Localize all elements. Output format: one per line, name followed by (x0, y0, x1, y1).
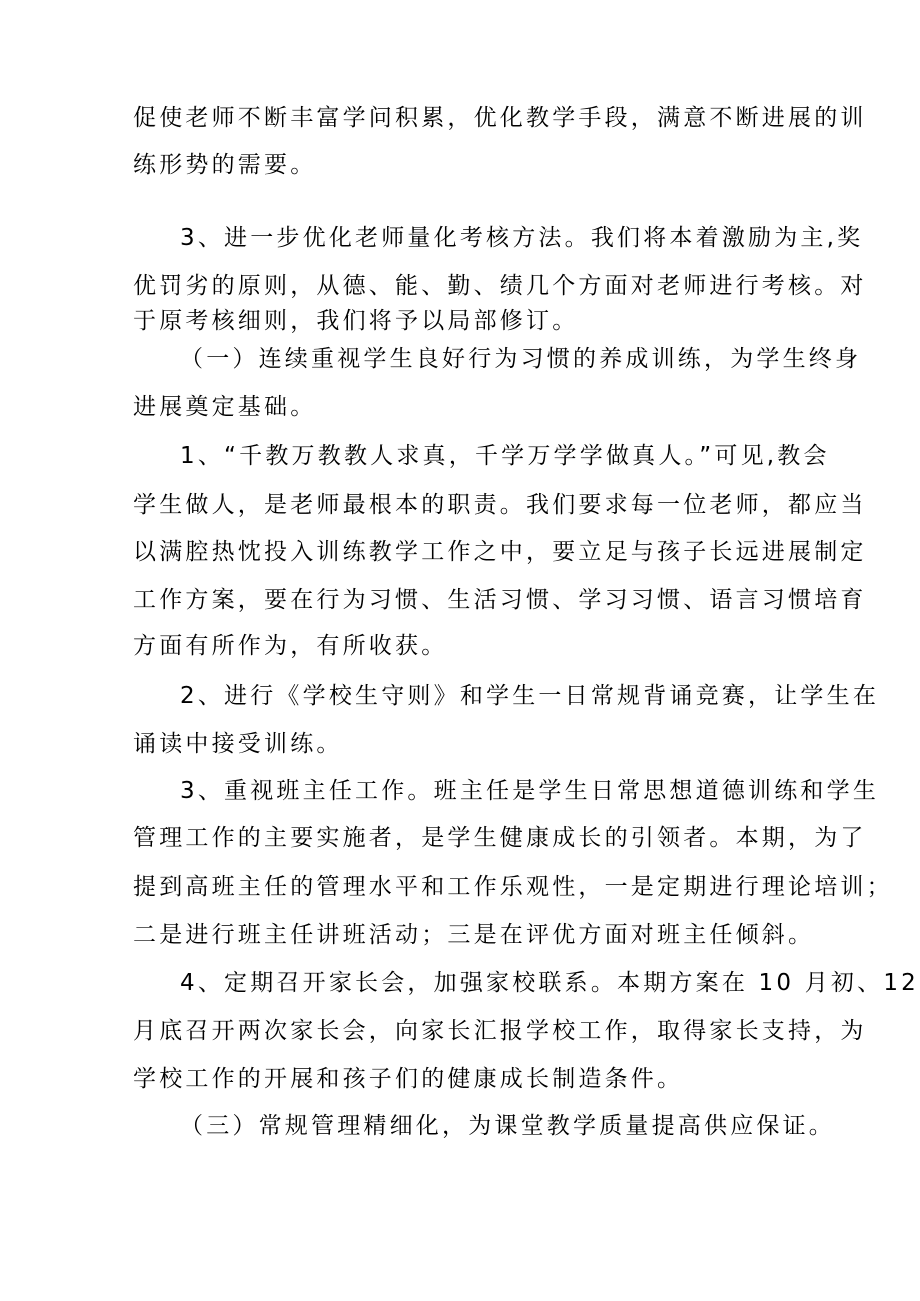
text-line: 二是进行班主任讲班活动；三是在评优方面对班主任倾斜。 (133, 922, 815, 948)
text-line: 以满腔热忱投入训练教学工作之中，要立足与孩子长远进展制定 (133, 539, 867, 565)
text-line: 管理工作的主要实施者，是学生健康成长的引领者。本期，为了 (133, 825, 867, 851)
text-line: 3、进一步优化老师量化考核方法。我们将本着激励为主,奖 (180, 225, 864, 251)
text-line: 方面有所作为，有所收获。 (133, 633, 448, 659)
text-line: 学校工作的开展和孩子们的健康成长制造条件。 (133, 1066, 684, 1092)
text-line: 学生做人，是老师最根本的职责。我们要求每一位老师，都应当 (133, 492, 867, 518)
section-heading: （三）常规管理精细化，为课堂教学质量提高供应保证。 (180, 1113, 835, 1139)
text-line: 月底召开两次家长会，向家长汇报学校工作，取得家长支持，为 (133, 1018, 867, 1044)
text-line: 工作方案，要在行为习惯、生活习惯、学习习惯、语言习惯培育 (133, 587, 867, 613)
text-line: 4、定期召开家长会，加强家校联系。本期方案在 10 月初、12 (180, 970, 919, 996)
text-line: 1、“千教万教教人求真，千学万学学做真人。”可见,教会 (180, 443, 830, 469)
text-line: 练形势的需要。 (133, 152, 317, 178)
text-line: 优罚劣的原则，从德、能、勤、绩几个方面对老师进行考核。对 (133, 273, 867, 299)
section-heading: 进展奠定基础。 (133, 394, 317, 420)
text-line: 于原考核细则，我们将予以局部修订。 (133, 308, 579, 334)
text-line: 3、重视班主任工作。班主任是学生日常思想道德训练和学生 (180, 778, 880, 804)
text-line: 2、进行《学校生守则》和学生一日常规背诵竞赛，让学生在 (180, 683, 880, 709)
text-line: 诵读中接受训练。 (133, 731, 343, 757)
text-line: 提到高班主任的管理水平和工作乐观性，一是定期进行理论培训； (133, 874, 893, 900)
section-heading: （一）连续重视学生良好行为习惯的养成训练，为学生终身 (180, 346, 862, 372)
text-line: 促使老师不断丰富学问积累，优化教学手段，满意不断进展的训 (133, 105, 867, 131)
